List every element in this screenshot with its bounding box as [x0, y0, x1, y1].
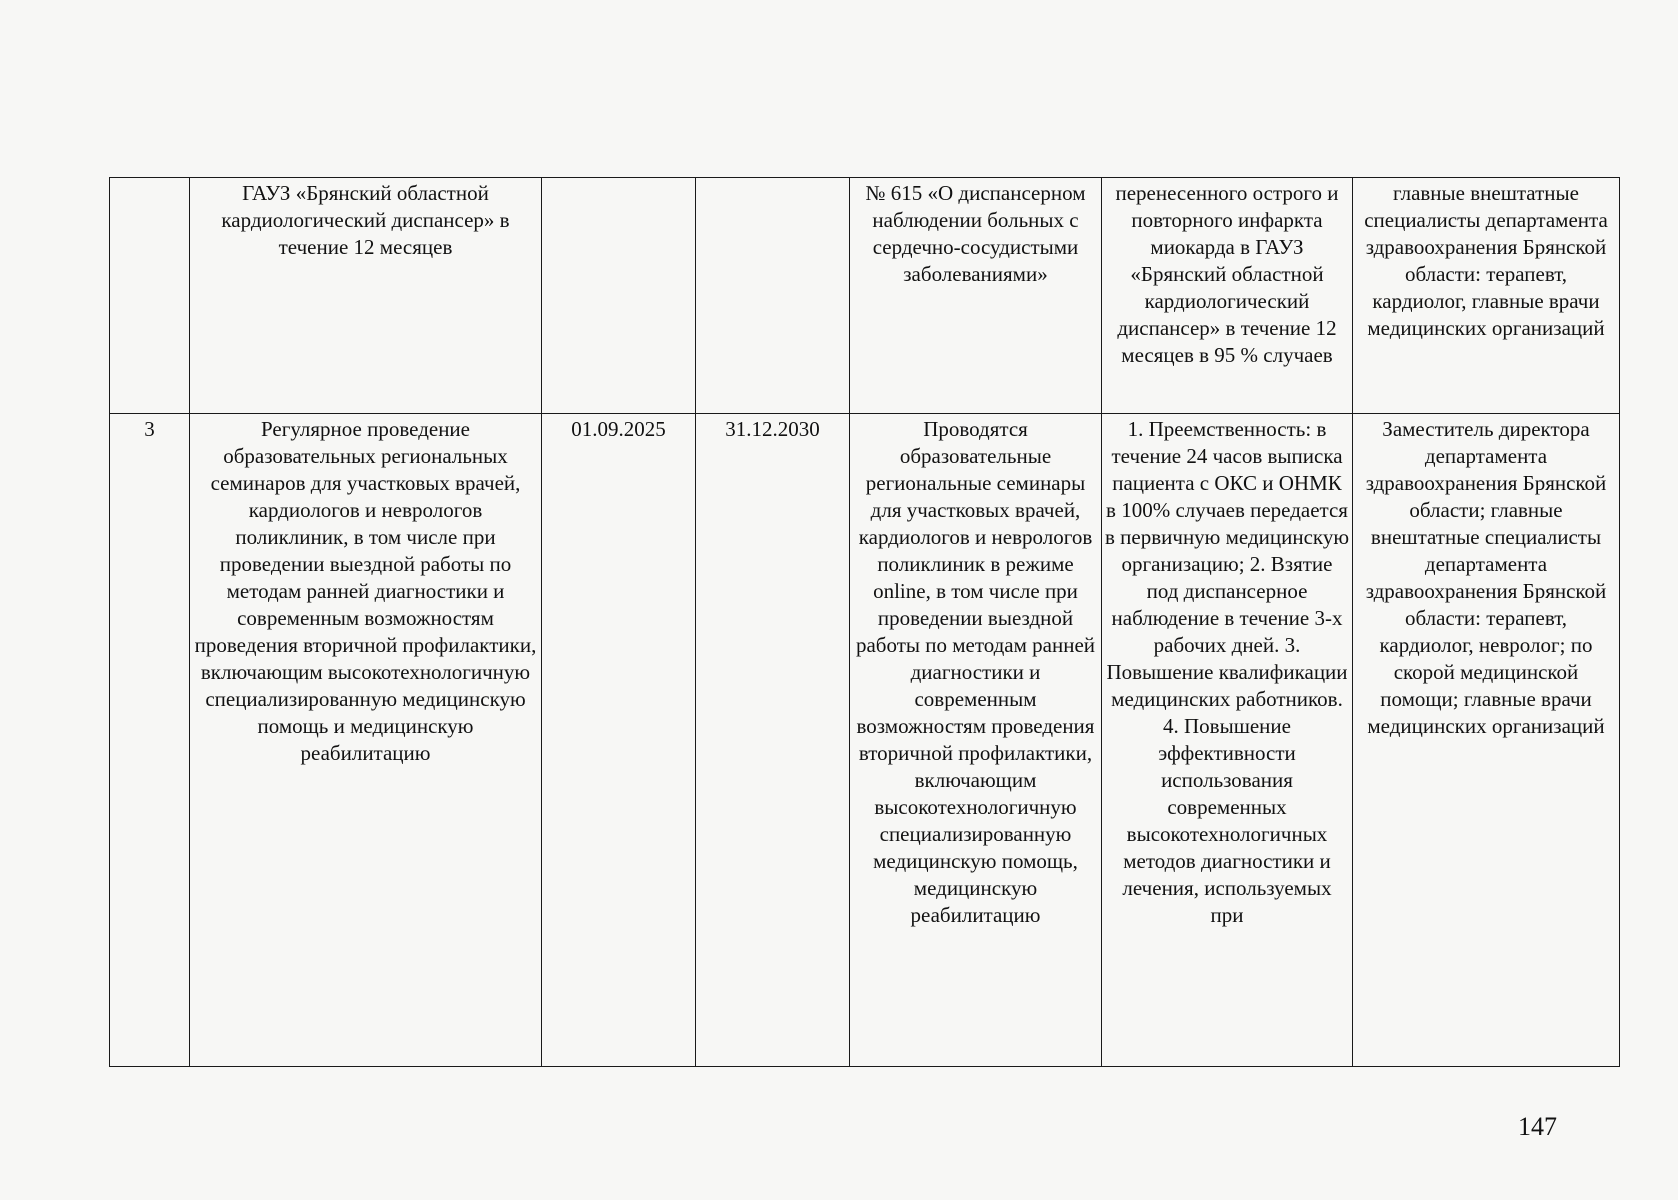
- end-date-cell: [696, 178, 850, 414]
- start-date-cell: [542, 178, 696, 414]
- row-number-cell: 3: [110, 414, 190, 1067]
- page-number: 147: [1518, 1112, 1557, 1141]
- result-cell: перенесенного острого и повторного инфаркта миокарда в ГАУЗ «Брянский областной кардиологический диспансер» в течение 12 месяцев в 95 % случаев: [1102, 178, 1353, 414]
- start-date-cell: 01.09.2025: [542, 414, 696, 1067]
- responsible-cell: Заместитель директора департамента здравоохранения Брянской области; главные внештатные специалисты департамента здравоохранения Брянской области: терапевт, кардиолог, невролог; по скорой медицинской помощи; главные врачи медицинских организаций: [1353, 414, 1620, 1067]
- end-date-cell: 31.12.2030: [696, 414, 850, 1067]
- description-cell: Проводятся образовательные региональные семинары для участковых врачей, кардиологов и неврологов поликлиник в режиме online, в том числе при проведении выездной работы по методам ранней диагностики и современным возможностям проведения вторичной профилактики, включающим высокотехнологичную специализированную медицинскую помощь, медицинскую реабилитацию: [850, 414, 1102, 1067]
- responsible-cell: главные внештатные специалисты департамента здравоохранения Брянской области: терапевт, кардиолог, главные врачи медицинских организаций: [1353, 178, 1620, 414]
- table-row: [110, 414, 1620, 1067]
- row-number-cell: [110, 178, 190, 414]
- plan-table: [109, 177, 1620, 1067]
- table-row: [110, 178, 1620, 414]
- description-cell: № 615 «О диспансерном наблюдении больных с сердечно-сосудистыми заболеваниями»: [850, 178, 1102, 414]
- result-cell: 1. Преемственность: в течение 24 часов выписка пациента с ОКС и ОНМК в 100% случаев передается в первичную медицинскую организацию; 2. Взятие под диспансерное наблюдение в течение 3-х рабочих дней. 3. Повышение квалификации медицинских работников. 4. Повышение эффективности использования современных высокотехнологичных методов диагностики и лечения, используемых при: [1102, 414, 1353, 1067]
- measure-cell: ГАУЗ «Брянский областной кардиологический диспансер» в течение 12 месяцев: [190, 178, 542, 414]
- measure-cell: Регулярное проведение образовательных региональных семинаров для участковых врачей, кардиологов и неврологов поликлиник, в том числе при проведении выездной работы по методам ранней диагностики и современным возможностям проведения вторичной профилактики, включающим высокотехнологичную специализированную медицинскую помощь и медицинскую реабилитацию: [190, 414, 542, 1067]
